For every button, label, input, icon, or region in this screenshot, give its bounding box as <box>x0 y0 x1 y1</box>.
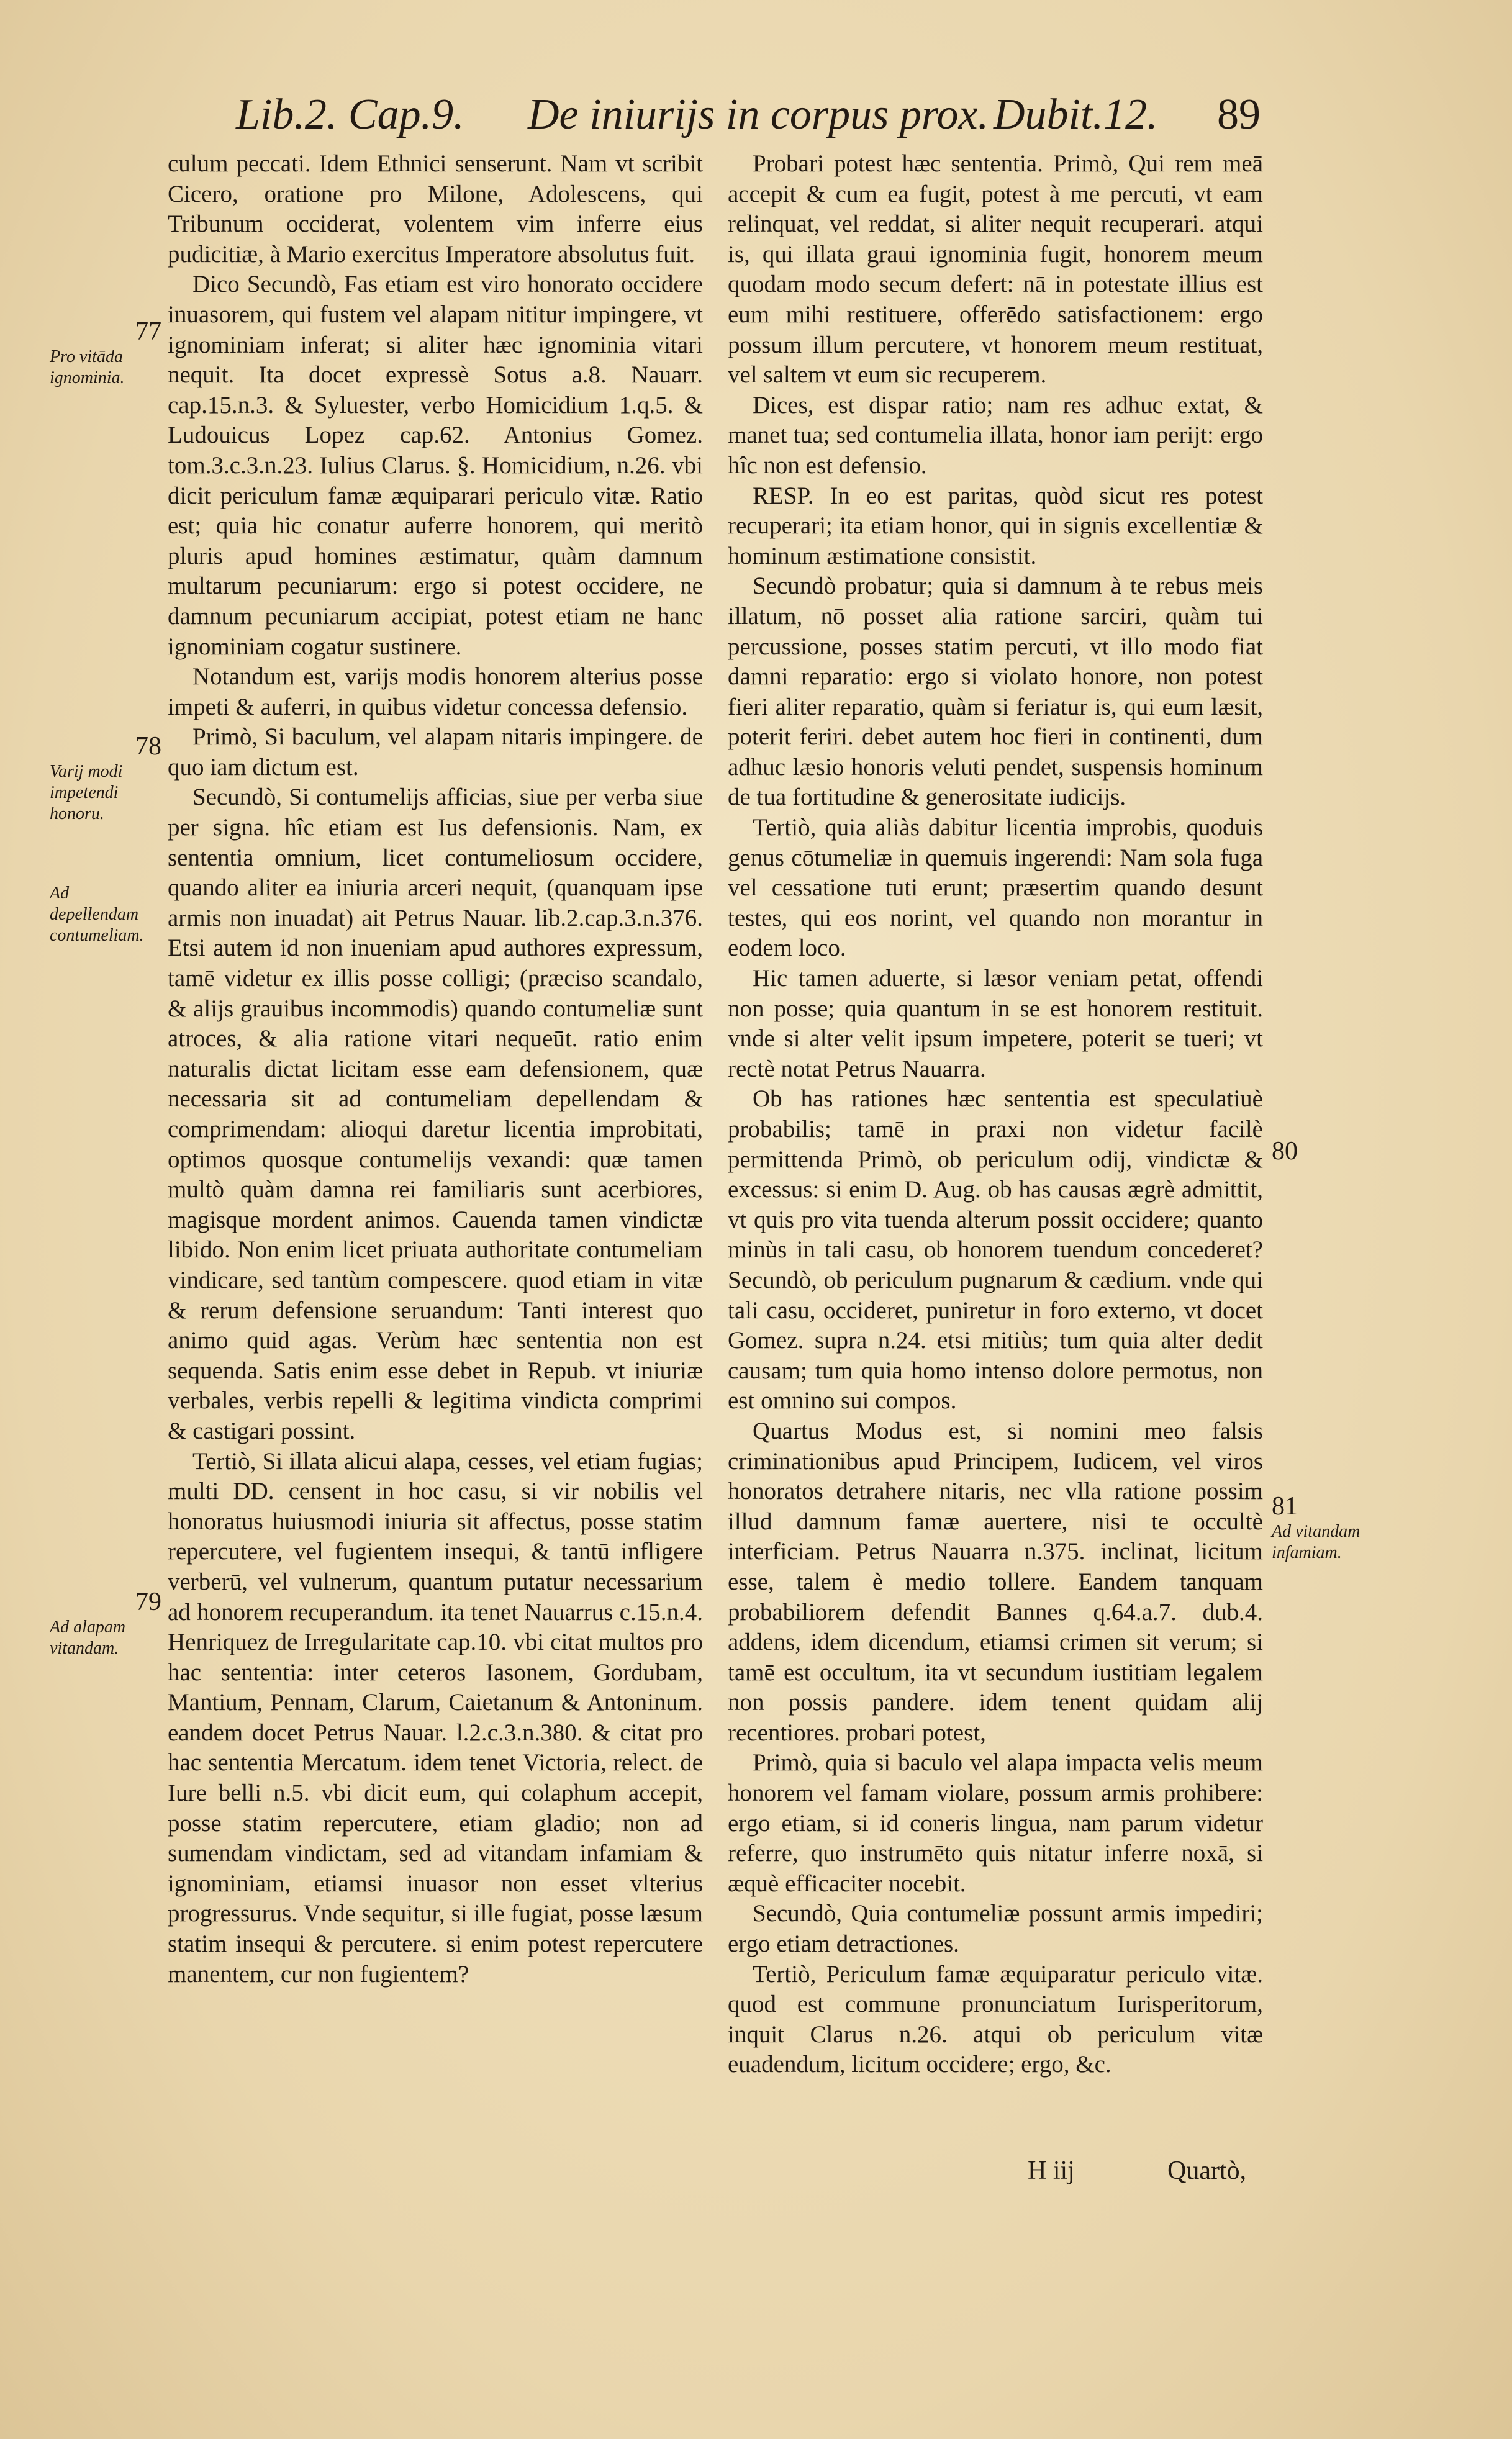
paragraph: Primò, quia si baculo vel alapa impacta velis meum honorem vel famam violare, possum armis prohibere: ergo etiam, si id coneris lingua, nam parum videtur referre, quo instrumēto quis nitatur inferre noxā, si æquè efficaciter nocebit. <box>728 1749 1263 1897</box>
catchword: Quartò, <box>1167 2156 1247 2185</box>
paragraph: Notandum est, varijs modis honorem alterius posse impeti & auferri, in quibus videtur concessa defensio. <box>168 663 703 720</box>
marginal-note <box>50 883 161 946</box>
running-head-title: De iniurijs in corpus prox. <box>528 91 989 138</box>
marginal-note <box>1272 1136 1377 1166</box>
paragraph: RESP. In eo est paritas, quòd sicut res potest recuperari; ita etiam honor, qui in signis excellentiæ & hominum æstimatione consistit. <box>728 482 1263 569</box>
marginal-note <box>50 1587 161 1659</box>
signature-mark: H iij <box>1028 2156 1075 2185</box>
paragraph: Probari potest hæc sententia. Primò, Qui rem meā accepit & cum ea fugit, potest à me percuti, vt eam relinquat, vel reddat, si aliter nequit recuperari. atqui is, qui illata graui ignominia fugit, honorem meum quodam modo secum defert: nā in potestate illius est eum mihi restituere, offerēdo satisfactionem: ergo possum illum percutere, vt honorem meum restituat, vel saltem vt eum sic recuperem. <box>728 150 1263 389</box>
marginal-gloss: Pro vitāda ignominia. <box>50 347 125 387</box>
paragraph: Secundò probatur; quia si damnum à te rebus meis illatum, nō posset alia ratione sarciri, quàm tui percussione, posses statim percuti, vt illo modo fiat damni reparatio: ergo si violato honore, non potest fieri aliter reparatio, quàm si feriatur is, qui eum læsit, poterit feriri. debet autem hoc fieri in continenti, dum adhuc læsio honoris veluti pendet, suspensis hominum de tua fortitudine & generositate iudicijs. <box>728 572 1263 811</box>
running-head <box>236 87 1472 143</box>
paragraph: Primò, Si baculum, vel alapam nitaris impingere. de quo iam dictum est. <box>168 723 703 781</box>
right-text-column <box>728 149 1263 2161</box>
marginal-gloss: Ad vitandam infamiam. <box>1272 1522 1360 1562</box>
marginal-number: 81 <box>1272 1492 1298 1521</box>
paragraph: Dices, est dispar ratio; nam res adhuc extat, & manet tua; sed contumelia illata, honor iam perijt: ergo hîc non est defensio. <box>728 391 1263 479</box>
marginal-note <box>1272 1491 1377 1563</box>
running-head-book-chapter: Lib.2. Cap.9. <box>236 91 464 138</box>
marginal-gloss: Ad depellendam contumeliam. <box>50 884 144 945</box>
paragraph: Tertiò, quia aliàs dabitur licentia improbis, quoduis genus cōtumeliæ in quemuis ingerendi: Nam sola fuga vel cessatione tuti erunt; præsertim quando desunt testes, qui eos norint, vel quando non morantur in eodem loco. <box>728 814 1263 962</box>
paragraph: Tertiò, Periculum famæ æquiparatur periculo vitæ. quod est commune pronunciatum Iurisperitorum, inquit Clarus n.26. atqui ob periculum vitæ euadendum, licitum occidere; ergo, &c. <box>728 1960 1263 2078</box>
paragraph: Quartus Modus est, si nomini meo falsis criminationibus apud Principem, Iudicem, vel viros honoratos detrahere nitaris, nec vlla ratione possim illud damnum famæ auertere, nisi te occultè interficiam. Petrus Nauarra n.375. inclinat, licitum esse, talem è medio tollere. Eandem tanquam probabiliorem defendit Bannes q.64.a.7. dub.4. addens, idem dicendum, etiamsi crimen sit verum; si tamē est occultum, ita vt secundum iustitiam legalem non possis pandere. idem tenent quidam alij recentiores. probari potest, <box>728 1417 1263 1746</box>
paragraph: Ob has rationes hæc sententia est speculatiuè probabilis; tamē in praxi non videtur facilè permittenda Primò, ob periculum odij, vindictæ & excessus: si enim D. Aug. ob has causas ægrè admittit, vt quis pro vita tuenda alterum possit occidere; quanto minùs in tali casu, ob honorem tuendum concederet? Secundò, ob periculum pugnarum & cædium. vnde qui tali casu, occideret, puniretur in foro externo, vt docet Gomez. supra n.24. etsi mitiùs; tum quia alter dedit causam; tum quia homo intenso dolore permotus, non est omnino sui compos. <box>728 1085 1263 1414</box>
paragraph: Tertiò, Si illata alicui alapa, cesses, vel etiam fugias; multi DD. censent in hoc casu, si vir nobilis vel honoratus huiusmodi iniuria sit affectus, posse statim repercutere, vel fugientem insequi, & tantū infligere verberū, vel vulnerum, quantum putatur necessarium ad honorem recuperandum. ita tenet Nauarrus c.15.n.4. Henriquez de Irregularitate cap.10. vbi citat multos pro hac sententia: inter ceteros Iasonem, Gordubam, Mantium, Pennam, Clarum, Caietanum & Antoninum. eandem docet Petrus Nauar. l.2.c.3.n.380. & citat pro hac sententia Mercatum. idem tenet Victoria, relect. de Iure belli n.5. vbi dicit eum, qui colaphum accepit, posse statim repercutere, etiam gladio; non ad sumendam vindictam, sed ad vitandam infamiam & ignominiam, etiamsi inuasor non esset vlterius progressurus. Vnde sequitur, si ille fugiat, posse læsum statim insequi & percutere. si enim potest repercutere manentem, cur non fugientem? <box>168 1447 703 1988</box>
marginal-gloss: Varij modi impetendi honoru. <box>50 762 123 823</box>
marginal-gloss: Ad alapam vitandam. <box>50 1618 126 1658</box>
left-text-column <box>168 149 703 2161</box>
paragraph: culum peccati. Idem Ethnici senserunt. Nam vt scribit Cicero, oratione pro Milone, Adolescens, qui Tribunum occiderat, volentem vim inferre eius pudicitiæ, à Mario exercitus Imperatore absolutus fuit. <box>168 150 703 268</box>
marginal-note <box>50 731 161 825</box>
marginal-note <box>50 317 161 389</box>
paragraph: Secundò, Si contumelijs afficias, siue per verba siue per signa. hîc etiam est Ius defensionis. Nam, ex sententia omnium, licet contumeliosum occidere, quando aliter ea iniuria arceri nequit, (quanquam ipse armis non inuadat) ait Petrus Nauar. lib.2.cap.3.n.376. Etsi autem id non inueniam apud authores expressum, tamē videtur ex illis posse colligi; (præciso scandalo, & alijs grauibus incommodis) quando contumeliæ sunt atroces, & alia ratione vitari nequeūt. ratio enim naturalis dictat licitam esse eam defensionem, quæ necessaria sit ad contumeliam depellendam & comprimendam: alioqui daretur licentia improbitati, optimos quosque contumelijs vexandi: quæ tamen multò quàm damna rei familiaris sunt acerbiores, magisque mordent animos. Cauenda tamen vindictæ libido. Non enim licet priuata authoritate contumeliam vindicare, sed tantùm compescere. quod etiam in vitæ & rerum defensione seruandum: Tanti interest quo animo quid agas. Verùm hæc sententia non est sequenda. Satis enim esse debet in Repub. vt iniuriæ verbales, verbis repelli & legitima vindicta comprimi & castigari possint. <box>168 784 703 1444</box>
folio-number: 89 <box>1217 91 1261 138</box>
paragraph: Secundò, Quia contumeliæ possunt armis impediri; ergo etiam detractiones. <box>728 1900 1263 1958</box>
marginal-number: 77 <box>135 317 161 346</box>
running-head-dubitatio: Dubit.12. <box>994 91 1158 138</box>
paragraph: Hic tamen aduerte, si læsor veniam petat, offendi non posse; quia quantum in se est honorem restituit. vnde si alter velit ipsum impetere, poterit se tueri; vt rectè notat Petrus Nauarra. <box>728 965 1263 1082</box>
paragraph: Dico Secundò, Fas etiam est viro honorato occidere inuasorem, qui fustem vel alapam nititur impingere, vt ignominiam inferat; si aliter hæc ignominia vitari nequit. Ita docet expressè Sotus a.8. Nauarr. cap.15.n.3. & Syluester, verbo Homicidium 1.q.5. & Ludouicus Lopez cap.62. Antonius Gomez. tom.3.c.3.n.23. Iulius Clarus. §. Homicidium, n.26. vbi dicit periculum famæ æquiparari periculo vitæ. Ratio est; quia hic conatur auferre honorem, qui meritò pluris apud homines æstimatur, quàm damnum multarum pecuniarum: ergo si potest occidere, ne damnum pecuniarum accipiat, potest etiam ne hanc ignominiam cogatur sustinere. <box>168 271 703 660</box>
marginal-number: 79 <box>135 1588 161 1616</box>
marginal-number: 78 <box>135 732 161 761</box>
marginal-number: 80 <box>1272 1137 1298 1165</box>
